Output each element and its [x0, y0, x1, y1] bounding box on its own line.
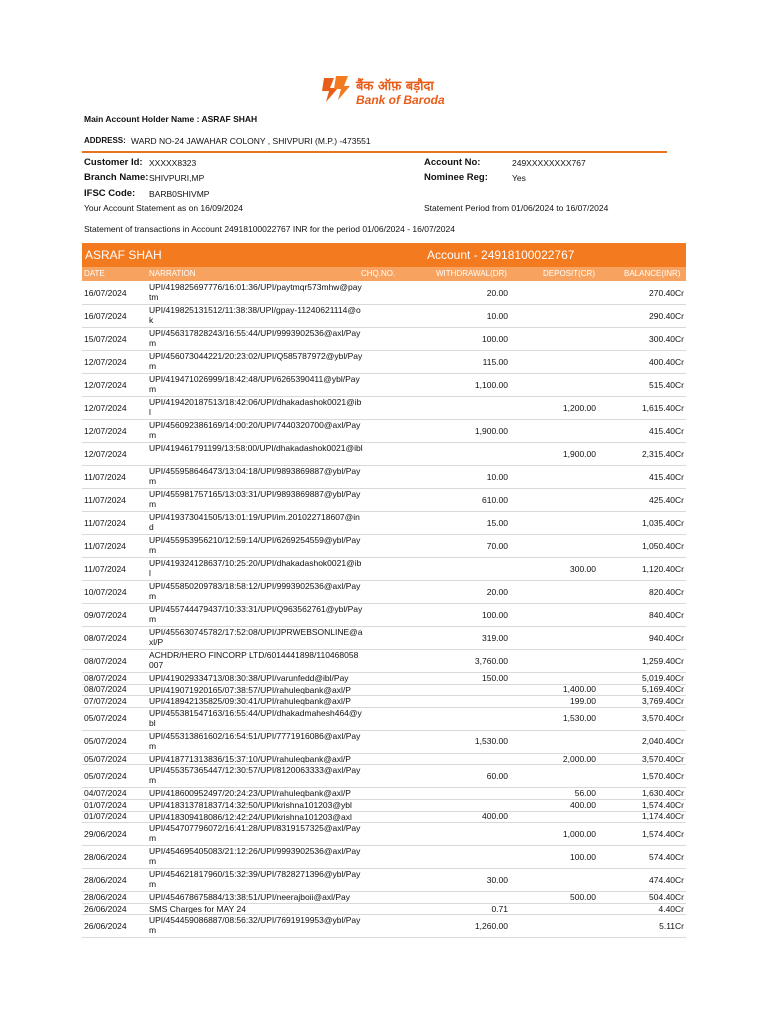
row-balance: 1,630.40Cr [641, 788, 684, 799]
row-date: 12/07/2024 [84, 425, 127, 436]
row-date: 15/07/2024 [84, 333, 127, 344]
row-deposit: 1,000.00 [562, 828, 596, 839]
row-narration: UPI/454695405083/21:12:26/UPI/9993902536@axl/Paym [149, 846, 361, 867]
row-balance: 820.40Cr [649, 586, 684, 597]
row-narration: UPI/456073044221/20:23:02/UPI/Q585787972@ybl/Paym [149, 351, 363, 371]
col-narration: NARRATION [149, 269, 196, 278]
table-row [82, 281, 686, 305]
row-balance: 4.40Cr [658, 903, 684, 914]
row-date: 01/07/2024 [84, 811, 127, 822]
col-date: DATE [84, 269, 105, 278]
row-date: 04/07/2024 [84, 788, 127, 799]
row-withdrawal: 400.00 [482, 811, 508, 822]
col-chq: CHQ.NO. [361, 269, 396, 278]
row-date: 05/07/2024 [84, 736, 127, 747]
row-narration: UPI/418600952497/20:24:23/UPI/rahuleqbank@axl/P [149, 788, 351, 798]
banner-account-number: Account - 24918100022767 [427, 248, 575, 262]
row-balance: 3,570.40Cr [641, 753, 684, 764]
row-date: 01/07/2024 [84, 799, 127, 810]
bank-name-hindi: बैंक ऑफ़ बड़ौदा [356, 79, 434, 94]
row-date: 28/06/2024 [84, 891, 127, 902]
row-date: 28/06/2024 [84, 851, 127, 862]
row-withdrawal: 0.71 [491, 903, 508, 914]
row-narration: UPI/419825131512/11:38:38/UPI/gpay-11240621114@ok [149, 305, 361, 325]
row-narration: UPI/455744479437/10:33:31/UPI/Q963562761@ybl/Paym [149, 604, 363, 624]
row-date: 11/07/2024 [84, 471, 126, 482]
table-row [82, 868, 686, 892]
row-narration: UPI/418309418086/12:42:24/UPI/krishna101203@axl [149, 811, 352, 822]
account-no-value: 249XXXXXXXX767 [512, 158, 586, 168]
branch-label: Branch Name: [84, 172, 149, 183]
row-balance: 1,574.40Cr [641, 828, 684, 839]
row-narration: UPI/455953956210/12:59:14/UPI/6269254559@ybl/Paym [149, 535, 361, 555]
row-narration: UPI/419461791199/13:58:00/UPI/dhakadashok0021@ibl [149, 443, 363, 453]
row-balance: 1,574.40Cr [641, 799, 684, 810]
address-label: ADDRESS: [84, 136, 126, 145]
row-balance: 2,315.40Cr [641, 448, 684, 459]
row-date: 29/06/2024 [84, 828, 127, 839]
row-withdrawal: 115.00 [482, 356, 508, 367]
row-narration: UPI/454621817960/15:32:39/UPI/7828271396@ybl/Paym [149, 869, 361, 890]
row-balance: 940.40Cr [649, 632, 684, 643]
row-balance: 474.40Cr [649, 874, 684, 885]
row-date: 12/07/2024 [84, 356, 127, 367]
row-date: 05/07/2024 [84, 713, 127, 724]
holder-name: Main Account Holder Name : ASRAF SHAH [84, 114, 258, 124]
row-narration: UPI/455357365447/12:30:57/UPI/8120063333@axl/Paym [149, 765, 361, 786]
row-narration: UPI/455958646473/13:04:18/UPI/9893869887@ybl/Paym [149, 466, 361, 486]
header-separator [82, 151, 667, 153]
row-date: 12/07/2024 [84, 402, 127, 413]
table-row [82, 442, 686, 466]
branch-value: SHIVPURI,MP [149, 173, 205, 183]
row-balance: 515.40Cr [649, 379, 684, 390]
table-row [82, 845, 686, 869]
row-narration: UPI/454678675884/13:38:51/UPI/neerajboii@axl/Pay [149, 892, 350, 902]
bank-logo-mark [320, 74, 352, 104]
row-date: 16/07/2024 [84, 287, 127, 298]
table-row [82, 396, 686, 420]
table-row [82, 327, 686, 351]
row-balance: 415.40Cr [649, 471, 684, 482]
row-balance: 290.40Cr [649, 310, 684, 321]
row-balance: 1,615.40Cr [641, 402, 684, 413]
statement-as-on: Your Account Statement as on 16/09/2024 [84, 203, 243, 213]
row-narration: UPI/419471026999/18:42:48/UPI/6265390411@ybl/Paym [149, 374, 360, 394]
row-date: 12/07/2024 [84, 379, 127, 390]
table-row [82, 822, 686, 846]
account-banner [82, 243, 686, 267]
row-date: 05/07/2024 [84, 753, 127, 764]
table-row [82, 707, 686, 731]
row-balance: 270.40Cr [649, 287, 684, 298]
ifsc-label: IFSC Code: [84, 188, 136, 199]
row-balance: 1,570.40Cr [641, 770, 684, 781]
row-narration: UPI/419324128637/10:25:20/UPI/dhakadashok0021@ibl [149, 558, 362, 578]
row-deposit: 1,400.00 [562, 684, 596, 695]
statement-period: Statement Period from 01/06/2024 to 16/07/2024 [424, 203, 609, 213]
table-row [82, 419, 686, 443]
row-balance: 1,035.40Cr [641, 517, 684, 528]
nominee-label: Nominee Reg: [424, 172, 488, 183]
row-narration: UPI/418771313836/15:37:10/UPI/rahuleqbank@axl/P [149, 753, 351, 764]
ifsc-value: BARB0SHIVMP [149, 189, 210, 199]
row-deposit: 500.00 [570, 891, 596, 902]
row-date: 28/06/2024 [84, 874, 127, 885]
customer-id-value: XXXXX8323 [149, 158, 197, 168]
row-balance: 574.40Cr [649, 851, 684, 862]
row-deposit: 56.00 [574, 788, 596, 799]
row-balance: 5,169.40Cr [641, 684, 684, 695]
row-deposit: 2,000.00 [562, 753, 596, 764]
row-narration: UPI/456092386169/14:00:20/UPI/7440320700@axl/Paym [149, 420, 361, 440]
row-date: 08/07/2024 [84, 655, 127, 666]
table-header [82, 267, 686, 281]
row-narration: UPI/454707796072/16:41:28/UPI/8319157325@axl/Paym [149, 823, 361, 844]
row-narration: UPI/419029334713/08:30:38/UPI/varunfedd@ibl/Pay [149, 673, 349, 683]
row-balance: 400.40Cr [649, 356, 684, 367]
row-withdrawal: 10.00 [486, 310, 508, 321]
statement-title: Statement of transactions in Account 24918100022767 INR for the period 01/06/2024 - 16/07/2024 [84, 224, 455, 234]
row-balance: 2,040.40Cr [641, 736, 684, 747]
row-date: 11/07/2024 [84, 563, 126, 574]
row-balance: 415.40Cr [649, 425, 684, 436]
row-balance: 1,259.40Cr [641, 655, 684, 666]
row-date: 12/07/2024 [84, 448, 127, 459]
row-balance: 3,570.40Cr [641, 713, 684, 724]
nominee-value: Yes [512, 173, 526, 183]
banner-holder-name: ASRAF SHAH [85, 248, 162, 262]
row-deposit: 100.00 [570, 851, 596, 862]
col-withdrawal: WITHDRAWAL(DR) [436, 269, 507, 278]
row-withdrawal: 15.00 [486, 517, 508, 528]
row-date: 05/07/2024 [84, 770, 127, 781]
table-row [82, 603, 686, 627]
account-no-label: Account No: [424, 157, 481, 168]
row-balance: 840.40Cr [649, 609, 684, 620]
row-balance: 1,174.40Cr [641, 811, 684, 822]
row-narration: UPI/419825697776/16:01:36/UPI/paytmqr573mhw@paytm [149, 282, 362, 302]
table-row [82, 534, 686, 558]
address-value: WARD NO-24 JAWAHAR COLONY , SHIVPURI (M.P.) -473551 [131, 136, 371, 146]
row-withdrawal: 100.00 [482, 609, 508, 620]
row-withdrawal: 1,260.00 [474, 920, 508, 931]
row-narration: SMS Charges for MAY 24 [149, 903, 247, 914]
row-withdrawal: 20.00 [486, 586, 508, 597]
row-balance: 5.11Cr [659, 920, 684, 931]
row-date: 07/07/2024 [84, 695, 127, 706]
table-row [82, 730, 686, 754]
row-date: 08/07/2024 [84, 632, 127, 643]
row-withdrawal: 1,900.00 [474, 425, 508, 436]
row-withdrawal: 1,530.00 [474, 736, 508, 747]
row-withdrawal: 20.00 [486, 287, 508, 298]
customer-id-label: Customer Id: [84, 157, 143, 168]
row-date: 08/07/2024 [84, 672, 127, 683]
row-deposit: 300.00 [570, 563, 596, 574]
table-row [82, 580, 686, 604]
row-deposit: 400.00 [570, 799, 596, 810]
row-narration: UPI/418313781837/14:32:50/UPI/krishna101203@ybl [149, 800, 352, 810]
row-withdrawal: 100.00 [482, 333, 508, 344]
row-withdrawal: 30.00 [486, 874, 508, 885]
row-balance: 1,120.40Cr [641, 563, 684, 574]
row-balance: 504.40Cr [649, 891, 684, 902]
col-deposit: DEPOSIT(CR) [543, 269, 595, 278]
row-withdrawal: 610.00 [482, 494, 508, 505]
row-date: 16/07/2024 [84, 310, 127, 321]
table-row [82, 304, 686, 328]
row-date: 11/07/2024 [84, 540, 126, 551]
col-balance: BALANCE(INR) [624, 269, 681, 278]
table-row [82, 350, 686, 374]
row-withdrawal: 60.00 [486, 770, 508, 781]
row-deposit: 199.00 [570, 695, 596, 706]
table-row [82, 764, 686, 788]
row-narration: UPI/455981757165/13:03:31/UPI/9893869887@ybl/Paym [149, 489, 361, 509]
row-date: 11/07/2024 [84, 517, 126, 528]
row-withdrawal: 70.00 [486, 540, 508, 551]
row-narration: UPI/455850209783/18:58:12/UPI/9993902536@axl/Paym [149, 581, 361, 601]
row-date: 26/06/2024 [84, 920, 127, 931]
table-row [82, 511, 686, 535]
row-withdrawal: 1,100.00 [474, 379, 508, 390]
table-row [82, 373, 686, 397]
row-narration: UPI/455381547163/16:55:44/UPI/dhakadmahesh464@ybl [149, 707, 362, 728]
row-narration: UPI/455630745782/17:52:08/UPI/JPRWEBSONLINE@axl/P [149, 627, 363, 647]
row-deposit: 1,530.00 [562, 713, 596, 724]
table-row [82, 626, 686, 650]
row-withdrawal: 319.00 [482, 632, 508, 643]
table-row [82, 914, 686, 938]
row-narration: UPI/456317828243/16:55:44/UPI/9993902536@axl/Paym [149, 328, 361, 348]
row-narration: UPI/418942135825/09:30:41/UPI/rahuleqbank@axl/P [149, 696, 351, 706]
bank-name-english: Bank of Baroda [356, 93, 445, 107]
row-balance: 300.40Cr [649, 333, 684, 344]
row-narration: UPI/419071920165/07:38:57/UPI/rahuleqbank@axl/P [149, 684, 351, 695]
table-row [82, 557, 686, 581]
row-withdrawal: 3,760.00 [474, 655, 508, 666]
row-narration: UPI/454459086887/08:56:32/UPI/7691919953@ybl/Paym [149, 915, 361, 936]
row-narration: UPI/419373041505/13:01:19/UPI/im.201022718607@ind [149, 512, 360, 532]
row-withdrawal: 150.00 [482, 672, 508, 683]
row-date: 11/07/2024 [84, 494, 126, 505]
row-balance: 5,019.40Cr [641, 672, 684, 683]
row-date: 08/07/2024 [84, 684, 127, 695]
row-narration: ACHDR/HERO FINCORP LTD/6014441898/110468058007 [149, 650, 359, 670]
row-balance: 425.40Cr [649, 494, 684, 505]
row-date: 09/07/2024 [84, 609, 127, 620]
row-deposit: 1,200.00 [562, 402, 596, 413]
row-balance: 1,050.40Cr [641, 540, 684, 551]
row-date: 26/06/2024 [84, 903, 127, 914]
table-row [82, 465, 686, 489]
row-deposit: 1,900.00 [562, 448, 596, 459]
row-narration: UPI/419420187513/18:42:06/UPI/dhakadashok0021@ibl [149, 397, 362, 417]
table-row [82, 488, 686, 512]
row-date: 10/07/2024 [84, 586, 127, 597]
row-balance: 3,769.40Cr [641, 695, 684, 706]
table-row [82, 649, 686, 673]
row-withdrawal: 10.00 [486, 471, 508, 482]
row-narration: UPI/455313861602/16:54:51/UPI/7771916086@axl/Paym [149, 730, 361, 751]
